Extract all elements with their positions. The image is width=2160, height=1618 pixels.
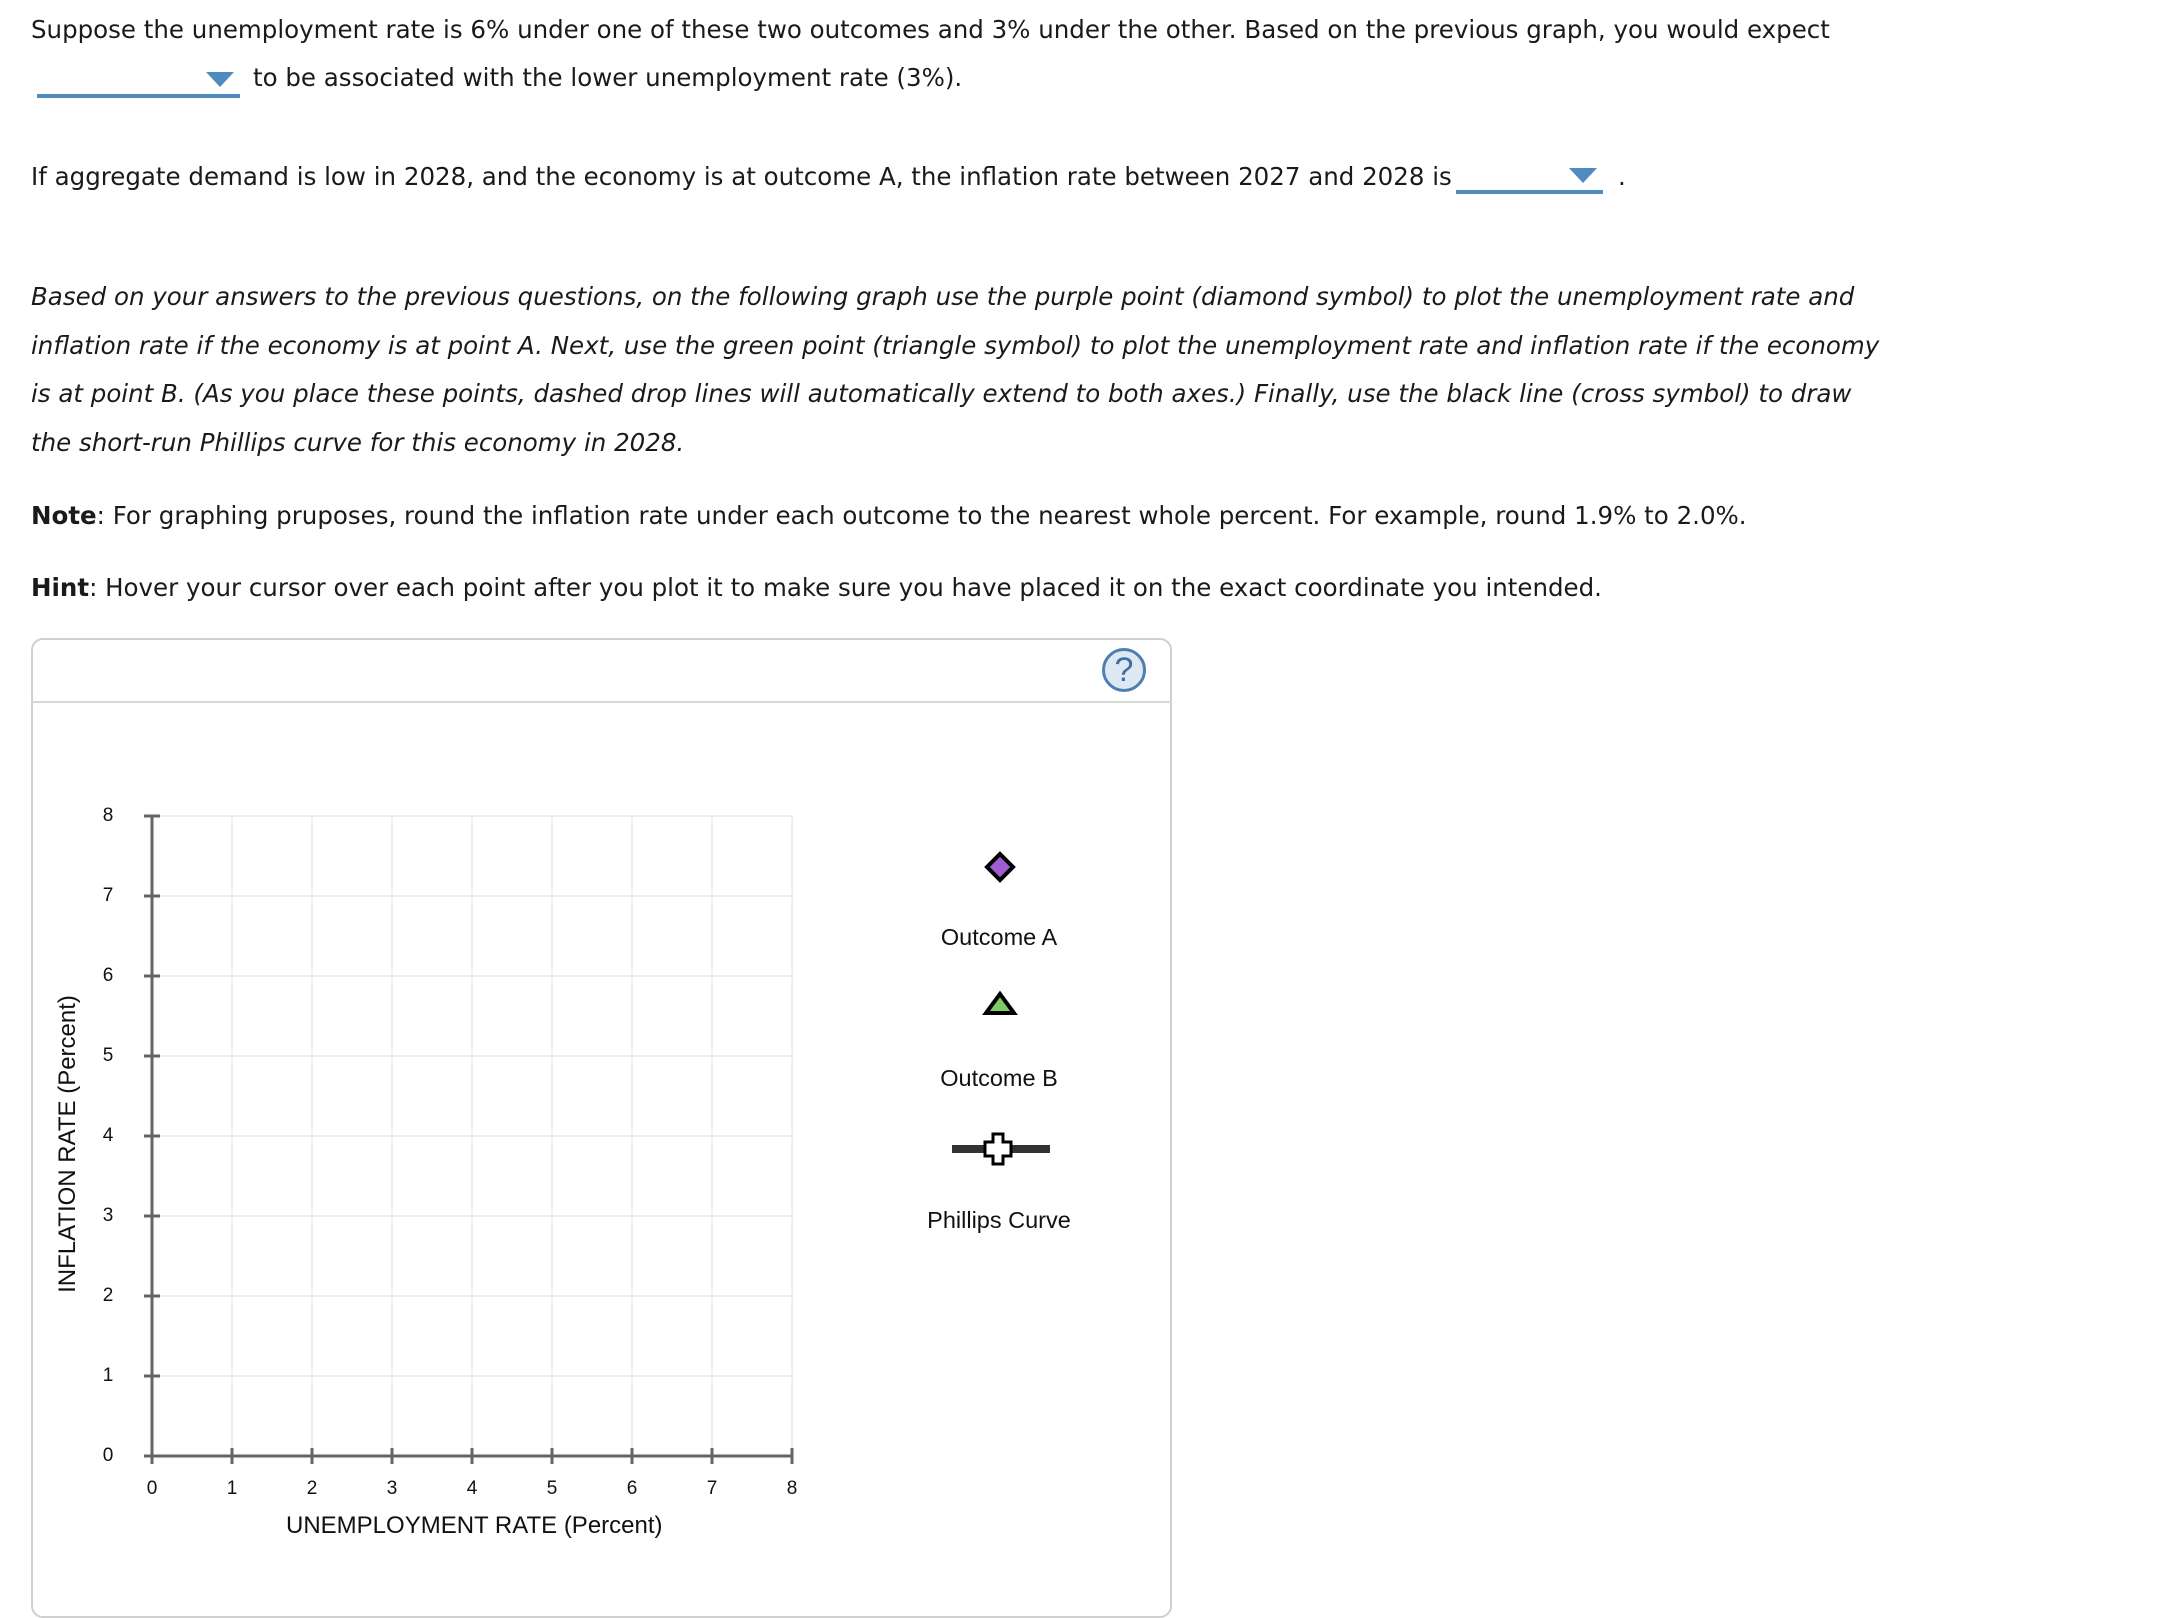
y-tick-label: 5 (102, 1045, 114, 1066)
note-text: : For graphing pruposes, round the inflation rate under each outcome to the nearest whole percent. For example, round 1.9% to 2.0%. (96, 501, 1747, 530)
question2-period: . (1618, 162, 1626, 191)
x-tick-label: 2 (306, 1478, 318, 1499)
triangle-icon[interactable] (970, 980, 1030, 1030)
question1-text: Suppose the unemployment rate is 6% under one of these two outcomes and 3% under the other. Based on the previous graph, you would expect (31, 15, 1830, 44)
x-tick-label: 7 (706, 1478, 718, 1499)
axes (144, 816, 792, 1464)
hint-text: : Hover your cursor over each point after you plot it to make sure you have placed it on the exact coordinate you intended. (89, 573, 1602, 602)
cross-line-icon[interactable] (940, 1125, 1060, 1175)
x-tick-label: 3 (386, 1478, 398, 1499)
x-tick-label: 4 (466, 1478, 478, 1499)
diamond-icon[interactable] (970, 838, 1030, 898)
x-tick-label: 8 (786, 1478, 798, 1499)
legend-label-phillips-curve: Phillips Curve (927, 1207, 1071, 1233)
legend-label-outcome-b: Outcome B (940, 1065, 1058, 1091)
y-tick-label: 2 (102, 1285, 114, 1306)
x-tick-label: 0 (146, 1478, 158, 1499)
x-tick-label: 6 (626, 1478, 638, 1499)
x-axis-title: UNEMPLOYMENT RATE (Percent) (286, 1512, 663, 1539)
question1-text-after: to be associated with the lower unemployment rate (3%). (253, 63, 963, 92)
y-tick-label: 8 (102, 805, 114, 826)
y-tick-label: 3 (102, 1205, 114, 1226)
question2-text: If aggregate demand is low in 2028, and the economy is at outcome A, the inflation rate between 2027 and 2028 is (31, 162, 1452, 191)
y-tick-label: 7 (102, 885, 114, 906)
y-tick-label: 1 (102, 1365, 114, 1386)
y-tick-label: 6 (102, 965, 114, 986)
help-icon[interactable]: ? (1102, 648, 1146, 692)
y-axis-title: INFLATION RATE (Percent) (54, 995, 81, 1293)
instructions-line-1: Based on your answers to the previous questions, on the following graph use the purple point (diamond symbol) to plot the unemployment rate and (31, 282, 1855, 311)
y-tick-label: 4 (102, 1125, 114, 1146)
grid-lines (152, 816, 792, 1456)
hint-label: Hint (31, 573, 90, 602)
y-tick-label: 0 (102, 1445, 114, 1466)
legend-label-outcome-a: Outcome A (940, 924, 1058, 950)
note-label: Note (31, 501, 97, 530)
x-tick-label: 1 (226, 1478, 238, 1499)
instructions-line-4: the short-run Phillips curve for this economy in 2028. (31, 428, 685, 457)
instructions-line-3: is at point B. (As you place these points, dashed drop lines will automatically extend to both axes.) Finally, use the black line (cross symbol) to draw (31, 379, 1852, 408)
instructions-line-2: inflation rate if the economy is at point A. Next, use the green point (triangle symbol) to plot the unemployment rate and inflation rate if the economy (31, 331, 1880, 360)
x-tick-label: 5 (546, 1478, 558, 1499)
